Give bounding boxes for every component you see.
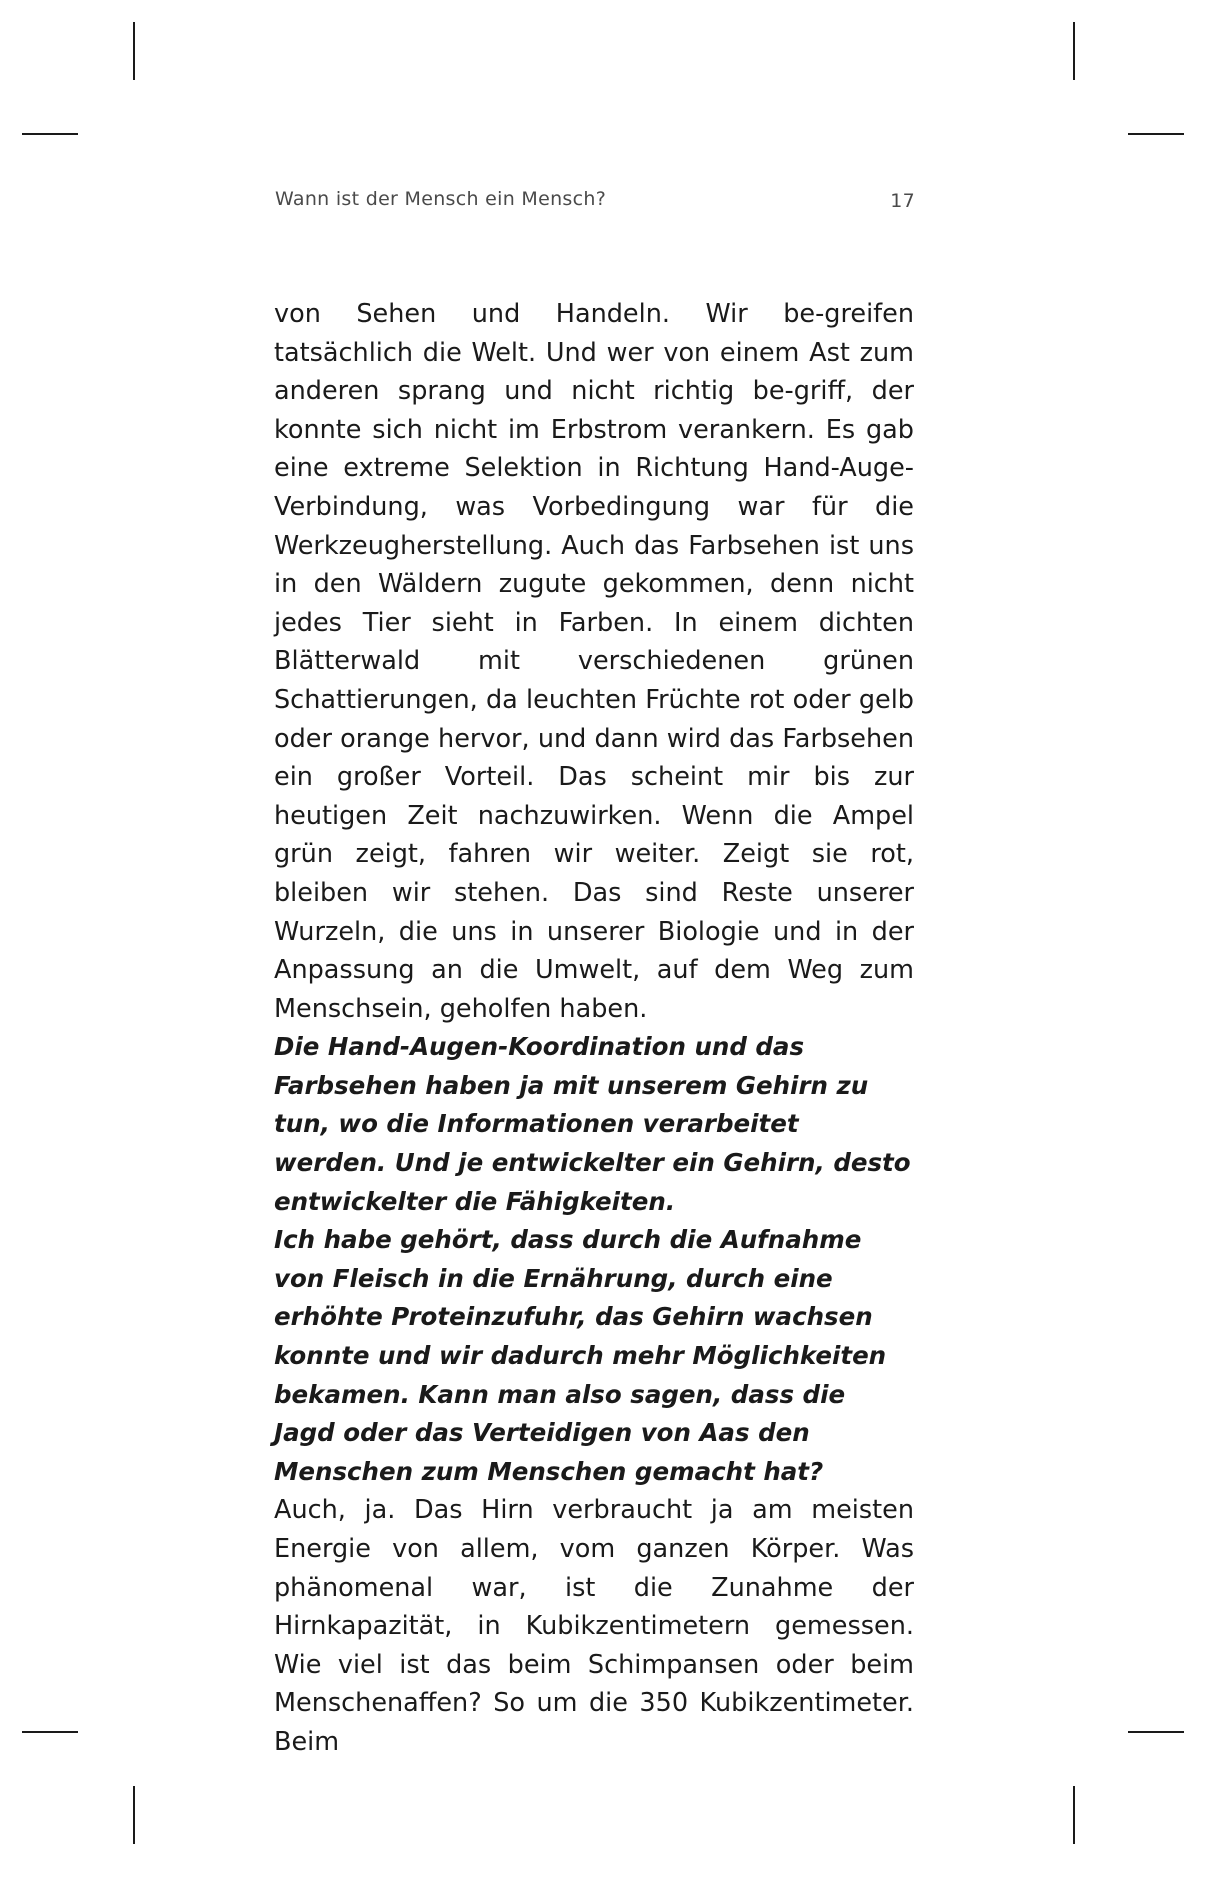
answer-paragraph: Auch, ja. Das Hirn verbraucht ja am meisten Energie von allem, vom ganzen Körper. Was phänomenal war, ist die Zunahme der Hirnkapazität, in Kubikzentimetern gemessen. Wie viel ist das beim Schimpansen oder beim Menschenaffen? So um die 350 Kubikzentimeter. Beim — [274, 1495, 914, 1757]
crop-mark-bottom-right-vertical — [1073, 1786, 1075, 1844]
question-paragraph: Die Hand-Augen-Koordination und das Farbsehen haben ja mit unserem Gehirn zu tun, wo die Informationen verarbeitet werden. Und je entwickelter ein Gehirn, desto entwickelter die Fähigkeiten. — [274, 1032, 911, 1216]
running-title: Wann ist der Mensch ein Mensch? — [275, 188, 607, 210]
question-paragraph: Ich habe gehört, dass durch die Aufnahme von Fleisch in die Ernährung, durch eine erhöhte Proteinzufuhr, das Gehirn wachsen konnte und wir dadurch mehr Möglichkeiten bekamen. Kann man also sagen, dass die Jagd oder das Verteidigen von Aas den Menschen zum Menschen gemacht hat? — [274, 1225, 887, 1486]
page-number: 17 — [890, 190, 915, 212]
crop-mark-top-left-horizontal — [22, 133, 78, 135]
answer-paragraph: von Sehen und Handeln. Wir be-greifen tatsächlich die Welt. Und wer von einem Ast zum anderen sprang und nicht richtig be-griff, der konnte sich nicht im Erbstrom verankern. Es gab eine extreme Selektion in Richtung Hand-Auge-Verbindung, was Vorbedingung war für die Werkzeugherstellung. Auch das Farbsehen ist uns in den Wäldern zugute gekommen, denn nicht jedes Tier sieht in Farben. In einem dichten Blätterwald mit verschiedenen grünen Schattierungen, da leuchten Früchte rot oder gelb oder orange hervor, und dann wird das Farbsehen ein großer Vorteil. Das scheint mir bis zur heutigen Zeit nachzuwirken. Wenn die Ampel grün zeigt, fahren wir weiter. Zeigt sie rot, bleiben wir stehen. Das sind Reste unserer Wurzeln, die uns in unserer Biologie und in der Anpassung an die Umwelt, auf dem Weg zum Menschsein, geholfen haben. — [274, 299, 914, 1024]
running-header — [275, 188, 915, 218]
crop-mark-top-right-horizontal — [1128, 133, 1184, 135]
crop-mark-bottom-left-horizontal — [22, 1731, 78, 1733]
body-text — [274, 295, 914, 1762]
crop-mark-bottom-left-vertical — [133, 1786, 135, 1844]
crop-mark-top-left-vertical — [133, 22, 135, 80]
crop-mark-bottom-right-horizontal — [1128, 1731, 1184, 1733]
crop-mark-top-right-vertical — [1073, 22, 1075, 80]
